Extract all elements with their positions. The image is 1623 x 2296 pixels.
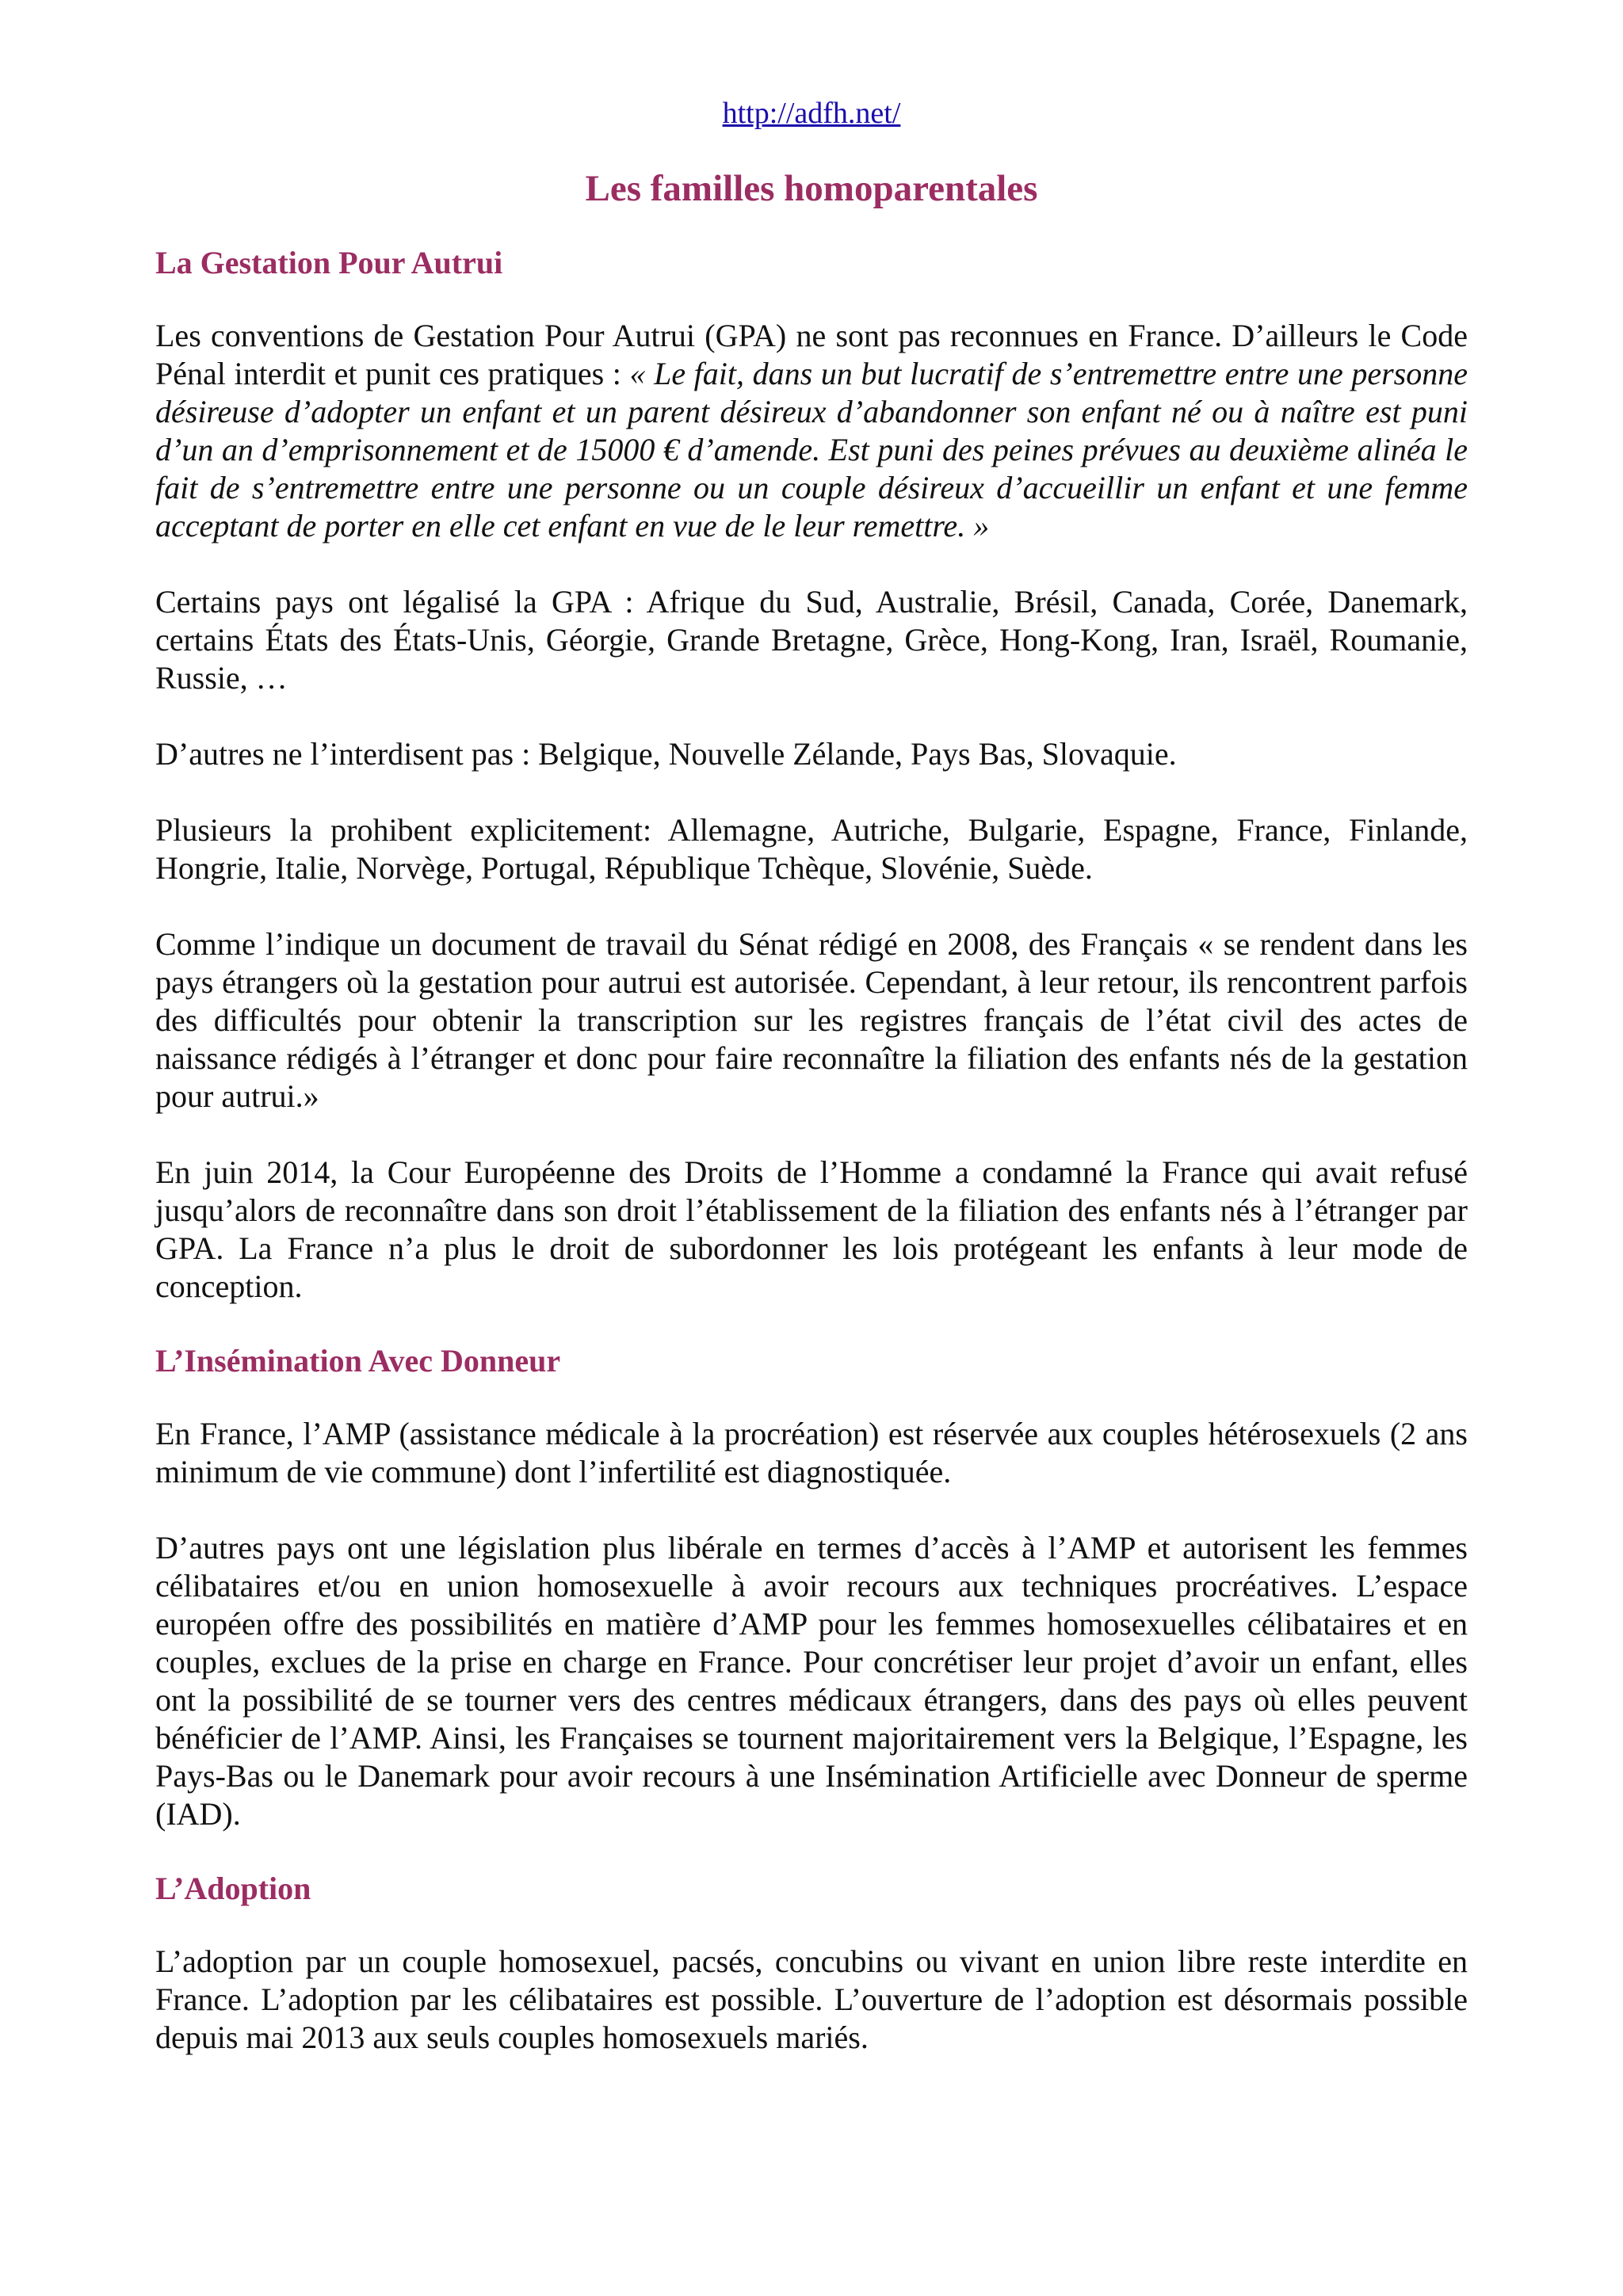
- paragraph-gpa-cedh: En juin 2014, la Cour Européenne des Droits de l’Homme a condamné la France qui avait refusé jusqu’alors de reconnaître dans son droit l’établissement de la filiation des enfants nés à l’étranger par GPA. La France n’a plus le droit de subordonner les lois protégeant les enfants à leur mode de conception.: [155, 1154, 1468, 1304]
- paragraph-gpa-prohibited: Plusieurs la prohibent explicitement: Allemagne, Autriche, Bulgarie, Espagne, France, Finlande, Hongrie, Italie, Norvège, Portugal, République Tchèque, Slovénie, Suède.: [155, 812, 1468, 886]
- section-heading-insemination: L’Insémination Avec Donneur: [155, 1343, 561, 1379]
- paragraph-amp-france: En France, l’AMP (assistance médicale à la procréation) est réservée aux couples hétérosexuels (2 ans minimum de vie commune) dont l’infertilité est diagnostiquée.: [155, 1416, 1468, 1489]
- paragraph-gpa-intro: [155, 317, 1468, 545]
- paragraph-adoption: L’adoption par un couple homosexuel, pacsés, concubins ou vivant en union libre reste interdite en France. L’adoption par les célibataires est possible. L’ouverture de l’adoption est désormais possible depuis mai 2013 aux seuls couples homosexuels mariés.: [155, 1943, 1468, 2055]
- penal-code-quote: « Le fait, dans un but lucratif de s’entremettre entre une personne désireuse d’adopter un enfant et un parent désireux d’abandonner son enfant né ou à naître est puni d’un an d’emprisonnement et de 15000 € d’amende. Est puni des peines prévues au deuxième alinéa le fait de s’entremettre entre une personne ou un couple désireux d’accueillir un enfant et une femme acceptant de porter en elle cet enfant en vue de le leur remettre. »: [155, 356, 1468, 543]
- source-url-line: [155, 93, 1468, 133]
- paragraph-gpa-intro-text: Les conventions de Gestation Pour Autrui (GPA) ne sont pas reconnues en France. D’ailleurs le Code Pénal interdit et punit ces pratiques :: [155, 318, 1468, 391]
- paragraph-gpa-senate: Comme l’indique un document de travail du Sénat rédigé en 2008, des Français « se rendent dans les pays étrangers où la gestation pour autrui est autorisée. Cependant, à leur retour, ils rencontrent parfois des difficultés pour obtenir la transcription sur les registres français de l’état civil des actes de naissance rédigés à l’étranger et donc pour faire reconnaître la filiation des enfants nés de la gestation pour autrui.»: [155, 926, 1468, 1114]
- paragraph-gpa-not-forbidden: D’autres ne l’interdisent pas : Belgique, Nouvelle Zélande, Pays Bas, Slovaquie.: [155, 736, 1177, 772]
- section-heading-adoption: L’Adoption: [155, 1871, 311, 1906]
- document-title: Les familles homoparentales: [585, 168, 1038, 209]
- source-url-link[interactable]: http://adfh.net/: [722, 97, 901, 130]
- section-heading-gpa: La Gestation Pour Autrui: [155, 245, 503, 280]
- paragraph-gpa-legal-countries: Certains pays ont légalisé la GPA : Afrique du Sud, Australie, Brésil, Canada, Corée, Danemark, certains États des États-Unis, Géorgie, Grande Bretagne, Grèce, Hong-Kong, Iran, Israël, Roumanie, Russie, …: [155, 584, 1468, 696]
- paragraph-amp-abroad: D’autres pays ont une législation plus libérale en termes d’accès à l’AMP et autorisent les femmes célibataires et/ou en union homosexuelle à avoir recours aux techniques procréatives. L’espace européen offre des possibilités en matière d’AMP pour les femmes homosexuelles célibataires et en couples, exclues de la prise en charge en France. Pour concrétiser leur projet d’avoir un enfant, elles ont la possibilité de se tourner vers des centres médicaux étrangers, dans des pays où elles peuvent bénéficier de l’AMP. Ainsi, les Françaises se tournent majoritairement vers la Belgique, l’Espagne, les Pays-Bas ou le Danemark pour avoir recours à une Insémination Artificielle avec Donneur de sperme (IAD).: [155, 1530, 1468, 1832]
- document-page: [155, 93, 1468, 2057]
